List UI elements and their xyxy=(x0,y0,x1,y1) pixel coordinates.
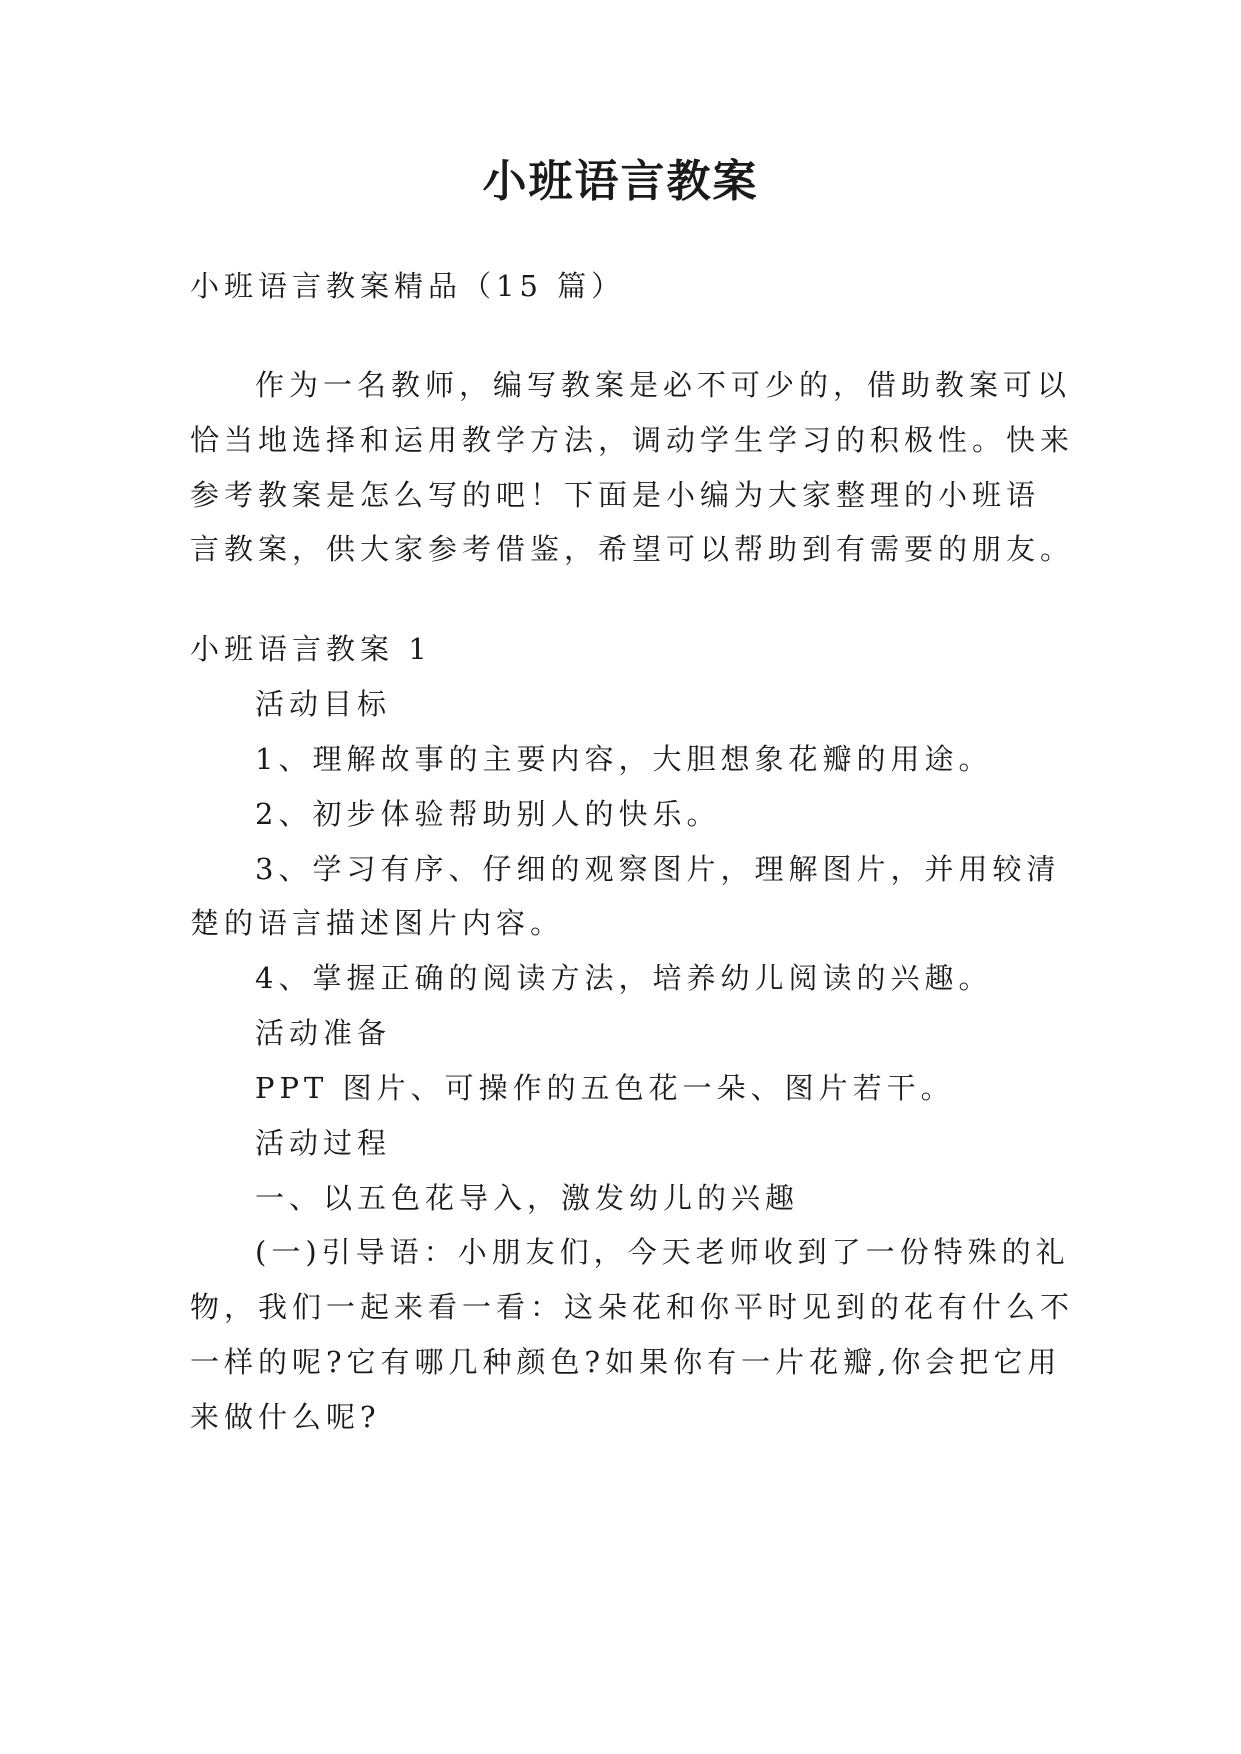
goals-heading: 活动目标 xyxy=(255,687,392,721)
goal-item: 1、理解故事的主要内容，大胆想象花瓣的用途。 xyxy=(255,742,993,776)
prep-heading: 活动准备 xyxy=(255,1016,392,1050)
process-substep: (一)引导语：小朋友们，今天老师收到了一份特殊的礼 xyxy=(255,1235,1070,1269)
intro-line: 言教案，供大家参考借鉴，希望可以帮助到有需要的朋友。 xyxy=(190,532,1075,566)
process-substep-continued: 一样的呢?它有哪几种颜色?如果你有一片花瓣,你会把它用 xyxy=(190,1345,1062,1379)
document-title: 小班语言教案 xyxy=(482,156,759,207)
goal-item-continued: 楚的语言描述图片内容。 xyxy=(190,906,565,940)
process-step: 一、以五色花导入，激发幼儿的兴趣 xyxy=(255,1181,800,1215)
intro-line: 作为一名教师，编写教案是必不可少的，借助教案可以 xyxy=(255,368,1072,402)
goal-item: 4、掌握正确的阅读方法，培养幼儿阅读的兴趣。 xyxy=(255,961,993,995)
intro-line: 参考教案是怎么写的吧！下面是小编为大家整理的小班语 xyxy=(190,478,1041,512)
goal-item: 2、初步体验帮助别人的快乐。 xyxy=(255,797,721,831)
process-substep-continued: 来做什么呢? xyxy=(190,1400,381,1434)
goal-item: 3、学习有序、仔细的观察图片，理解图片，并用较清 xyxy=(255,852,1061,886)
process-substep-continued: 物，我们一起来看一看：这朵花和你平时见到的花有什么不 xyxy=(190,1290,1075,1324)
process-heading: 活动过程 xyxy=(255,1126,392,1160)
prep-text: PPT 图片、可操作的五色花一朵、图片若干。 xyxy=(255,1071,955,1105)
document-subtitle: 小班语言教案精品（15 篇） xyxy=(190,269,626,303)
section-heading: 小班语言教案 1 xyxy=(190,632,432,666)
intro-line: 恰当地选择和运用教学方法，调动学生学习的积极性。快来 xyxy=(190,423,1075,457)
